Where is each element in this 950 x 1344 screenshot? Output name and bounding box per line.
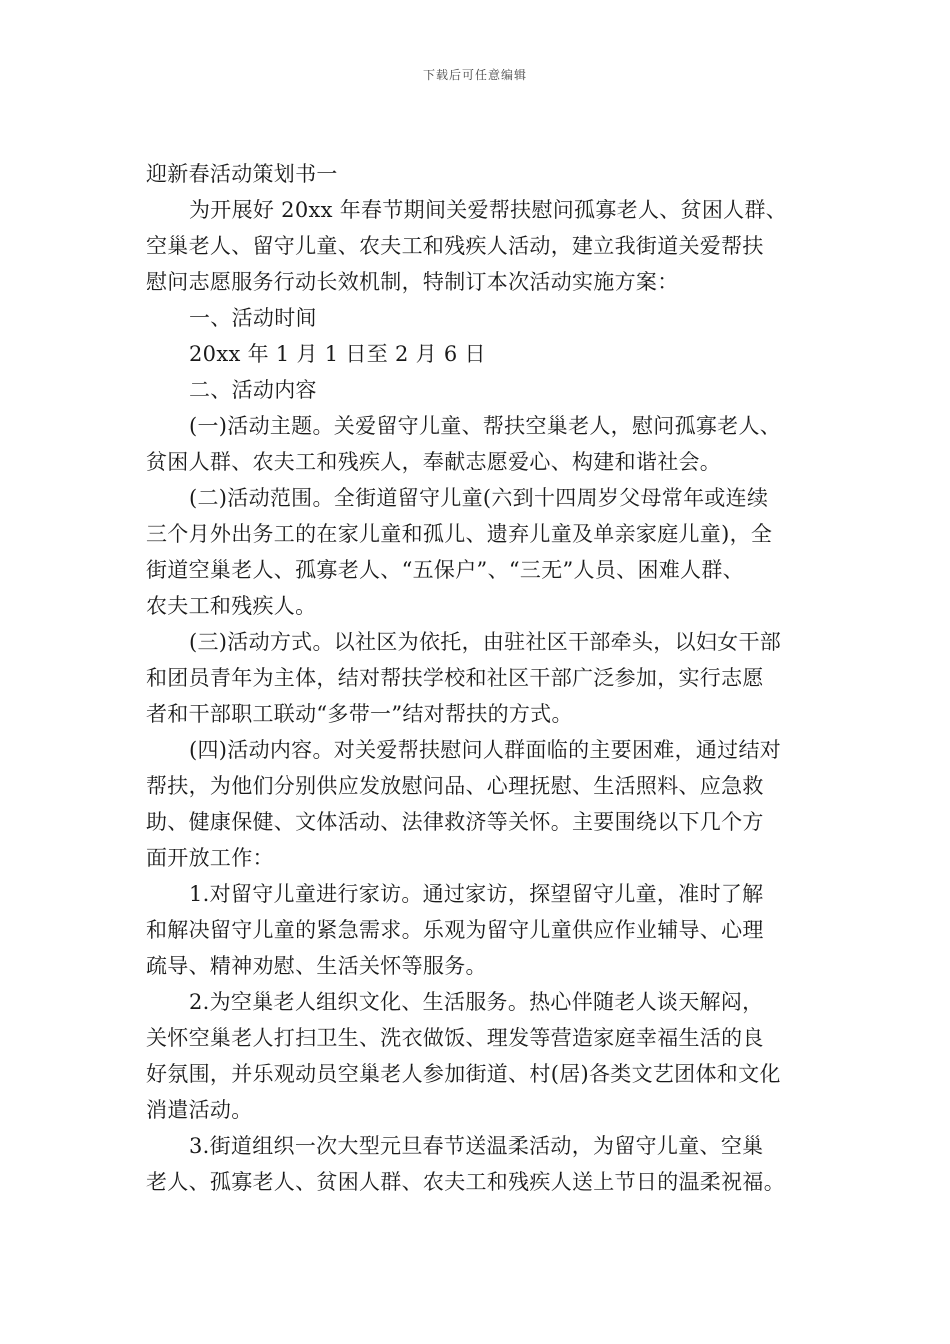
text-line: 3.街道组织一次大型元旦春节送温柔活动，为留守儿童、空巢	[189, 1134, 764, 1158]
text-line: 好氛围，并乐观动员空巢老人参加街道、村(居)各类文艺团体和文化	[146, 1062, 781, 1086]
text-line: 三个月外出务工的在家儿童和孤儿、遗弃儿童及单亲家庭儿童)，全	[146, 522, 773, 546]
text-line: 老人、孤寡老人、贫困人群、农夫工和残疾人送上节日的温柔祝福。	[146, 1170, 785, 1194]
text-line: 消遣活动。	[146, 1098, 253, 1122]
document-title: 迎新春活动策划书一	[146, 162, 338, 186]
text-line: (二)活动范围。全街道留守儿童(六到十四周岁父母常年或连续	[189, 486, 769, 510]
text-line: (三)活动方式。以社区为依托，由驻社区干部牵头，以妇女干部	[189, 630, 782, 654]
text-line: 帮扶，为他们分别供应发放慰问品、心理抚慰、生活照料、应急救	[146, 774, 764, 798]
text-line: 者和干部职工联动“多带一”结对帮扶的方式。	[146, 702, 573, 726]
text-line: 空巢老人、留守儿童、农夫工和残疾人活动，建立我街道关爱帮扶	[146, 234, 764, 258]
text-line: 20xx 年 1 月 1 日至 2 月 6 日	[189, 342, 486, 366]
text-line: 一、活动时间	[189, 306, 317, 330]
text-line: 1.对留守儿童进行家访。通过家访，探望留守儿童，准时了解	[189, 882, 764, 906]
text-line: 助、健康保健、文体活动、法律救济等关怀。主要围绕以下几个方	[146, 810, 764, 834]
text-line: 和团员青年为主体，结对帮扶学校和社区干部广泛参加，实行志愿	[146, 666, 764, 690]
text-line: 街道空巢老人、孤寡老人、“五保户”、“三无”人员、困难人群、	[146, 558, 744, 582]
text-line: (一)活动主题。关爱留守儿童、帮扶空巢老人，慰问孤寡老人、	[189, 414, 782, 438]
text-line: 面开放工作：	[146, 846, 274, 870]
text-line: 农夫工和残疾人。	[146, 594, 317, 618]
text-line: 为开展好 20xx 年春节期间关爱帮扶慰问孤寡老人、贫困人群、	[189, 198, 788, 222]
page-header: 下载后可任意编辑	[422, 68, 527, 82]
text-line: 关怀空巢老人打扫卫生、洗衣做饭、理发等营造家庭幸福生活的良	[146, 1026, 764, 1050]
text-line: (四)活动内容。对关爱帮扶慰问人群面临的主要困难，通过结对	[189, 738, 782, 762]
text-line: 贫困人群、农夫工和残疾人，奉献志愿爱心、构建和谐社会。	[146, 450, 722, 474]
text-line: 慰问志愿服务行动长效机制，特制订本次活动实施方案：	[146, 270, 679, 294]
document-body	[146, 156, 826, 1200]
text-line: 2.为空巢老人组织文化、生活服务。热心伴随老人谈天解闷，	[189, 990, 764, 1014]
text-line: 和解决留守儿童的紧急需求。乐观为留守儿童供应作业辅导、心理	[146, 918, 764, 942]
text-line: 疏导、精神劝慰、生活关怀等服务。	[146, 954, 487, 978]
text-line: 二、活动内容	[189, 378, 317, 402]
